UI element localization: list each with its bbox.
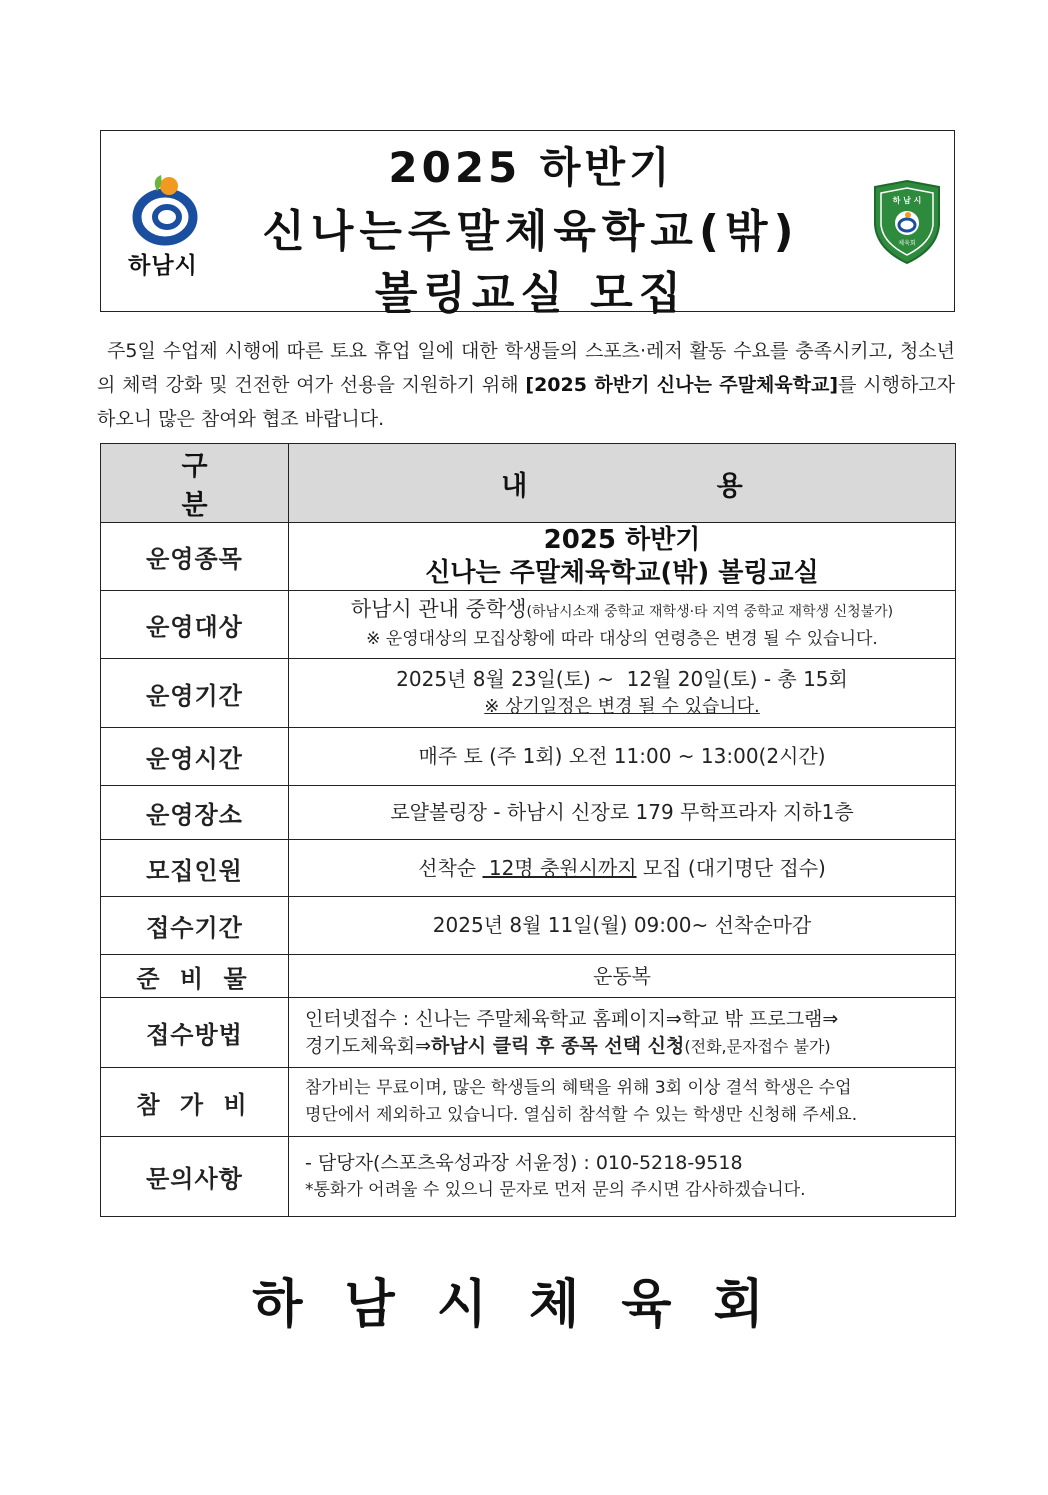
- row-value-time: 매주 토 (주 1회) 오전 11:00 ~ 13:00(2시간): [289, 728, 956, 786]
- city-name: 하남시: [128, 253, 198, 279]
- fee-line-1: 참가비는 무료이며, 많은 학생들의 혜택을 위해 3회 이상 결석 학생은 수업: [305, 1078, 852, 1098]
- method-line-2-post: (전화,문자접수 불가): [684, 1036, 831, 1056]
- table-row: [101, 659, 956, 728]
- council-emblem-top-text: 하 남 시: [892, 196, 922, 205]
- intro-paragraph: [97, 334, 955, 436]
- row-label-time: 운영시간: [101, 728, 289, 786]
- method-line-2-bold: 하남시 클릭 후 종목 선택 신청: [431, 1034, 685, 1057]
- recruit-underlined: 12명 충원시까지: [482, 855, 637, 880]
- table-row: [101, 897, 956, 955]
- info-table: [100, 443, 956, 1217]
- table-row: [101, 840, 956, 897]
- title-box: [100, 130, 955, 319]
- title-line-2: 신나는주말체육학교(밖): [262, 206, 800, 257]
- fee-line-2: 명단에서 제외하고 있습니다. 열심히 참석할 수 있는 학생만 신청해 주세요.: [305, 1105, 858, 1125]
- council-emblem-bottom-text: 체육회: [898, 240, 916, 247]
- header-content: 내 용: [289, 444, 956, 523]
- program-line-1: 2025 하반기: [543, 524, 701, 555]
- period-line-2: ※ 상기일정은 변경 될 수 있습니다.: [484, 696, 760, 717]
- row-label-contact: 문의사항: [101, 1137, 289, 1217]
- target-note: (하남시소재 중학교 재학생·타 지역 중학교 재학생 신청불가): [526, 604, 894, 620]
- row-label-target: 운영대상: [101, 591, 289, 659]
- recruit-post: 모집 (대기명단 접수): [636, 855, 826, 880]
- program-line-2: 신나는 주말체육학교(밖) 볼링교실: [425, 557, 819, 588]
- table-row: [101, 1137, 956, 1217]
- method-line-1: 인터넷접수 : 신나는 주말체육학교 홈페이지⇒학교 밖 프로그램⇒: [305, 1007, 839, 1030]
- table-row: [101, 955, 956, 998]
- title-line-3: 볼링교실 모집: [374, 268, 688, 319]
- row-value-fee: [289, 1068, 956, 1137]
- row-value-apply-period: 2025년 8월 11일(월) 09:00~ 선착순마감: [289, 897, 956, 955]
- footer-organization: 하남시체육회: [252, 1275, 806, 1335]
- row-value-method: [289, 998, 956, 1068]
- row-value-recruit: [289, 840, 956, 897]
- table-row: [101, 998, 956, 1068]
- target-main: 하남시 관내 중학생: [350, 597, 527, 621]
- hanam-sports-council-emblem-icon: [871, 179, 943, 265]
- recruit-pre: 선착순: [418, 855, 483, 880]
- table-row: [101, 523, 956, 591]
- intro-bold-text: [2025 하반기 신나는 주말체육학교]: [525, 374, 839, 396]
- contact-line-1: - 담당자(스포츠육성과장 서윤정) : 010-5218-9518: [305, 1151, 743, 1174]
- target-line-2: ※ 운영대상의 모집상황에 따라 대상의 연령층은 변경 될 수 있습니다.: [366, 629, 878, 649]
- contact-line-2: *통화가 어려울 수 있으니 문자로 먼저 문의 주시면 감사하겠습니다.: [305, 1179, 806, 1200]
- row-label-supplies: 준 비 물: [101, 955, 289, 998]
- sports-council-logo: [871, 179, 943, 265]
- row-label-apply-period: 접수기간: [101, 897, 289, 955]
- row-value-program: [289, 523, 956, 591]
- hanam-city-emblem-icon: [113, 169, 213, 249]
- method-line-2-pre: 경기도체육회⇒: [305, 1034, 432, 1057]
- row-value-place: 로얄볼링장 - 하남시 신장로 179 무학프라자 지하1층: [289, 786, 956, 840]
- row-label-recruit: 모집인원: [101, 840, 289, 897]
- period-line-1: 2025년 8월 23일(토) ~ 12월 20일(토) - 총 15회: [396, 667, 848, 691]
- table-row: [101, 591, 956, 659]
- row-label-period: 운영기간: [101, 659, 289, 728]
- header-category: 구 분: [101, 444, 289, 523]
- table-row: [101, 786, 956, 840]
- row-label-place: 운영장소: [101, 786, 289, 840]
- row-value-supplies: 운동복: [289, 955, 956, 998]
- table-header-row: [101, 444, 956, 523]
- row-value-target: [289, 591, 956, 659]
- row-label-method: 접수방법: [101, 998, 289, 1068]
- row-label-program: 운영종목: [101, 523, 289, 591]
- table-row: [101, 1068, 956, 1137]
- intro-text-1: 주5일 수업제 시행에 따른 토요 휴업 일에 대한 학생들의 스포츠·레저 활동 수요를 충족시키고, 청소년의 체력 강화 및 건전한 여가 선용을 지원하기 위해: [97, 340, 955, 396]
- intro-text-2: 를 시행하고자 하오니 많은 참여와 협조 바랍니다.: [97, 374, 956, 430]
- row-label-fee: 참 가 비: [101, 1068, 289, 1137]
- title-line-1: 2025 하반기: [388, 143, 674, 192]
- row-value-contact: [289, 1137, 956, 1217]
- hanam-city-logo: [113, 169, 213, 279]
- row-value-period: [289, 659, 956, 728]
- table-row: [101, 728, 956, 786]
